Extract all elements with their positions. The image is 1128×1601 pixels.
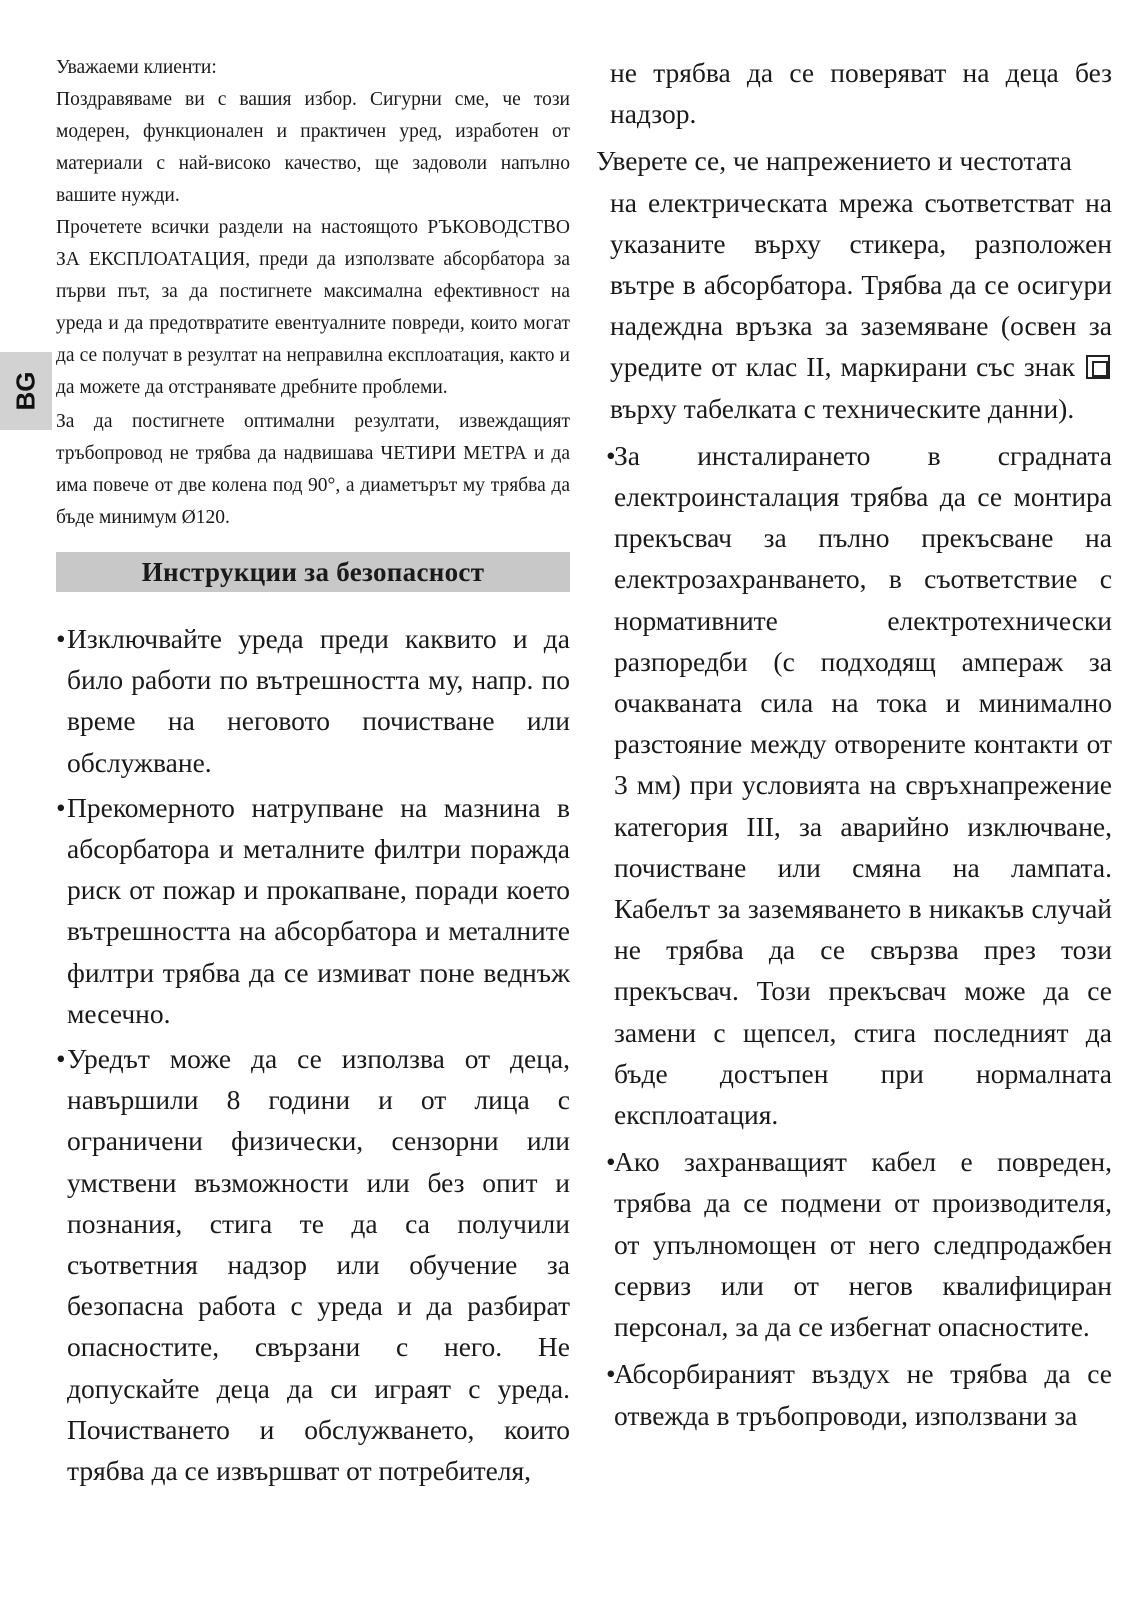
intro-paragraph-2: Прочетете всички раздели на настоящото РЪКОВОДСТВО ЗА ЕКСПЛОАТАЦИЯ, преди да използвате абсорбатора за първи път, за да постигнете максимална ефективност на уреда и да предотвратите евентуалните повреди, които могат да се получат в резултат на неправилна експлоатация, както и да можете да отстранявате дребните проблеми. (56, 217, 570, 398)
bullet-marker: • (56, 791, 66, 823)
intro-section (56, 52, 570, 534)
voltage-paragraph (596, 140, 1112, 428)
bullet-marker: • (606, 1358, 616, 1390)
bullet-marker: • (56, 623, 66, 654)
greeting: Уважаеми клиенти: (56, 57, 217, 78)
voltage-first-line: Уверете се, че напрежението и честотата (596, 145, 1072, 177)
intro-paragraph-3: За да постигнете оптимални резултати, извеждащият тръбопровод не трябва да надвишава ЧЕТИРИ МЕТРА и да има повече от две колена под 90°, а диаметърът му трябва да бъде минимум Ø120. (56, 411, 570, 528)
bullet-marker: • (606, 439, 616, 471)
bullet-item (606, 435, 1112, 1135)
class-ii-double-square-icon (1086, 355, 1110, 379)
language-tab (0, 352, 52, 430)
bullet-text: Изключвайте уреда преди каквито и да било работи по вътрешността му, напр. по време на неговото почистване или обслужване. (67, 623, 570, 778)
voltage-text-end: върху табелката с техническите данни). (610, 392, 1075, 424)
bullet-continuation: не трябва да се поверяват на деца без надзор. (610, 57, 1112, 130)
bullet-item (606, 1353, 1112, 1435)
bullet-text: Уредът може да се използва от деца, навършили 8 години и от лица с ограничени физически, сензорни или умствени възможности или без опит и познания, стига те да са получили съответния надзор или обучение за безопасна работа с уреда и да разбират опасностите, свързани с него. Не допускайте деца да си играят с уреда. Почистването и обслужването, които трябва да се извършват от потребителя, (67, 1043, 570, 1487)
bullet-marker: • (606, 1146, 616, 1178)
bullet-item (56, 787, 570, 1034)
safety-heading: Инструкции за безопасност (56, 552, 570, 592)
intro-paragraph-1: Поздравяваме ви с вашия избор. Сигурни сме, че този модерен, функционален и практичен уред, изработен от материали с най-високо качество, ще задоволи напълно вашите нужди. (56, 89, 570, 206)
voltage-text: на електрическата мрежа съответстват на указаните върху стикера, разположен вътре в абсорбатора. Трябва да се осигури надеждна връзка за заземяване (освен за уредите от клас II, маркирани със знак (610, 186, 1112, 383)
bullet-item (56, 618, 570, 783)
bullet-text: За инсталирането в сградната електроинсталация трябва да се монтира прекъсвач за пълно прекъсване на електрозахранването, в съответствие с нормативните електротехнически разпоредби (с подходящ ампераж за очакваната сила на тока и минимално разстояние между отворените контакти от 3 мм) при условията на свръхнапрежение категория III, за аварийно изключване, почистване или смяна на лампата. Кабелът за заземяването в никакъв случай не трябва да се свързва през този прекъсвач. Този прекъсвач може да се замени с щепсел, стига последният да бъде достъпен при нормалната експлоатация. (614, 439, 1112, 1131)
language-tab-label: BG (10, 371, 41, 411)
bullet-text: Абсорбираният въздух не трябва да се отвежда в тръбопроводи, използвани за (614, 1358, 1112, 1431)
right-column (596, 52, 1112, 1436)
bullet-text: Прекомерното натрупване на мазнина в абсорбатора и металните филтри поражда риск от пожар и прокапване, поради което вътрешността на абсорбатора и металните филтри трябва да се измиват поне веднъж месечно. (67, 791, 570, 1029)
left-bullet-list (56, 618, 570, 1491)
bullet-item (606, 1141, 1112, 1347)
bullet-text: Ако захранващият кабел е повреден, трябва да се подмени от производителя, от упълномощен от него следпродажбен сервиз или от негов квалифициран персонал, за да се избегнат опасностите. (614, 1146, 1112, 1343)
bullet-item (56, 1038, 570, 1491)
voltage-body (606, 182, 1112, 429)
bullet-marker: • (56, 1043, 66, 1075)
left-column (56, 52, 570, 1491)
